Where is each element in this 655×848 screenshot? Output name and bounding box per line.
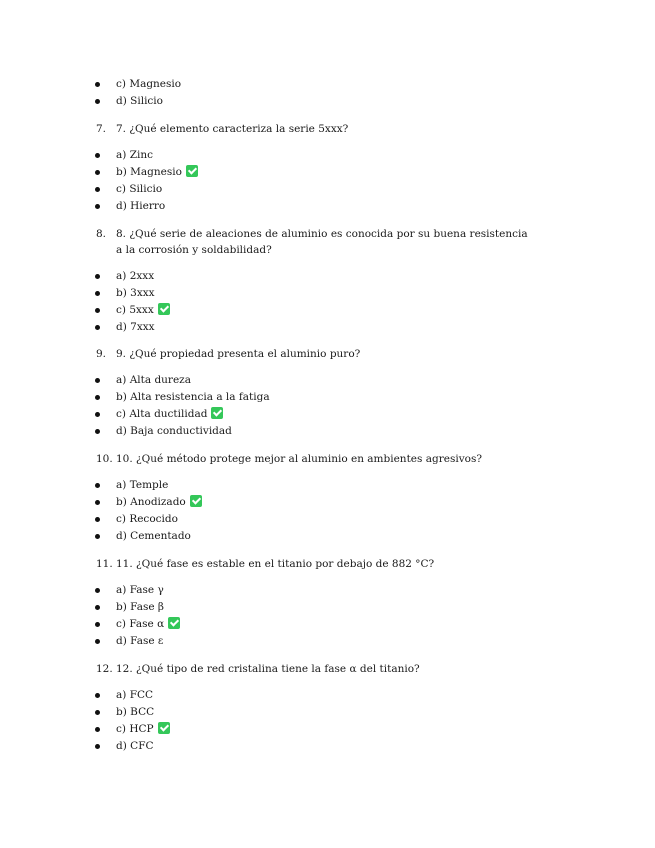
question-number: 8. [96,228,107,240]
option-text: c) Alta ductilidad [116,408,208,420]
option-text: d) Hierro [116,200,166,212]
question [0,121,655,137]
bullet-icon [95,291,100,296]
question [0,661,655,677]
question-block [0,661,655,755]
bullet-icon [95,429,100,434]
question-block [0,226,655,336]
bullet-icon [95,483,100,488]
check-mark-icon [168,617,180,629]
option-item [0,198,655,215]
carryover-block [0,76,655,110]
option-item [0,147,655,164]
question-text: 7. ¿Qué elemento caracteriza la serie 5xxx? [116,123,349,135]
option-item [0,389,655,406]
option-item [0,319,655,336]
option-text: c) Silicio [116,183,163,195]
option-text: b) Alta resistencia a la fatiga [116,391,270,403]
option-item [0,76,655,93]
option-item [0,704,655,721]
option-text: b) Magnesio [116,166,182,178]
question-text: 9. ¿Qué propiedad presenta el aluminio puro? [116,348,361,360]
option-text: c) HCP [116,723,154,735]
bullet-icon [95,308,100,313]
bullet-icon [95,588,100,593]
question-block [0,121,655,215]
bullet-icon [95,744,100,749]
question-block [0,556,655,650]
question-block [0,346,655,440]
option-item [0,616,655,633]
question-text: 12. ¿Qué tipo de red cristalina tiene la fase α del titanio? [116,663,420,675]
question-block [0,451,655,545]
option-item [0,721,655,738]
bullet-icon [95,517,100,522]
bullet-icon [95,153,100,158]
question [0,346,655,362]
question-number: 11. [96,558,113,570]
bullet-icon [95,82,100,87]
option-item [0,528,655,545]
option-list [0,687,655,755]
question [0,556,655,572]
option-item [0,406,655,423]
option-list [0,477,655,545]
option-item [0,511,655,528]
question [0,226,655,258]
option-text: d) Fase ε [116,635,164,647]
bullet-icon [95,500,100,505]
option-text: a) 2xxx [116,270,155,282]
bullet-icon [95,693,100,698]
bullet-icon [95,412,100,417]
bullet-icon [95,395,100,400]
option-list [0,372,655,440]
option-item [0,302,655,319]
bullet-icon [95,534,100,539]
question-text: 8. ¿Qué serie de aleaciones de aluminio es conocida por su buena resistencia a la corrosión y soldabilidad? [116,228,528,256]
option-list [0,147,655,215]
option-text: d) Cementado [116,530,191,542]
bullet-icon [95,727,100,732]
question-number: 10. [96,453,113,465]
option-text: d) Silicio [116,95,163,107]
question [0,451,655,467]
option-text: a) Alta dureza [116,374,191,386]
bullet-icon [95,204,100,209]
bullet-icon [95,170,100,175]
bullet-icon [95,99,100,104]
option-text: d) 7xxx [116,321,155,333]
option-item [0,372,655,389]
option-text: b) Anodizado [116,496,186,508]
option-item [0,93,655,110]
option-item [0,494,655,511]
question-text: 11. ¿Qué fase es estable en el titanio por debajo de 882 °C? [116,558,435,570]
option-text: b) 3xxx [116,287,155,299]
bullet-icon [95,639,100,644]
option-text: d) Baja conductividad [116,425,232,437]
check-mark-icon [186,165,198,177]
option-item [0,477,655,494]
option-item [0,738,655,755]
bullet-icon [95,622,100,627]
option-item [0,181,655,198]
option-text: d) CFC [116,740,154,752]
bullet-icon [95,710,100,715]
option-list [0,582,655,650]
option-item [0,582,655,599]
option-item [0,164,655,181]
option-item [0,633,655,650]
option-text: c) Magnesio [116,78,182,90]
bullet-icon [95,325,100,330]
option-item [0,599,655,616]
option-item [0,268,655,285]
bullet-icon [95,378,100,383]
question-text: 10. ¿Qué método protege mejor al aluminio en ambientes agresivos? [116,453,482,465]
option-text: c) Recocido [116,513,178,525]
check-mark-icon [158,722,170,734]
option-list [0,268,655,336]
option-text: a) Fase γ [116,584,164,596]
bullet-icon [95,605,100,610]
option-text: a) Temple [116,479,169,491]
check-mark-icon [190,495,202,507]
check-mark-icon [158,303,170,315]
question-number: 7. [96,123,107,135]
bullet-icon [95,274,100,279]
question-number: 9. [96,348,107,360]
option-item [0,285,655,302]
option-text: c) 5xxx [116,304,154,316]
option-text: c) Fase α [116,618,165,630]
option-text: b) BCC [116,706,155,718]
option-text: b) Fase β [116,601,164,613]
option-item [0,423,655,440]
check-mark-icon [211,407,223,419]
option-text: a) FCC [116,689,154,701]
option-list [0,76,655,110]
bullet-icon [95,187,100,192]
option-item [0,687,655,704]
question-number: 12. [96,663,113,675]
option-text: a) Zinc [116,149,153,161]
